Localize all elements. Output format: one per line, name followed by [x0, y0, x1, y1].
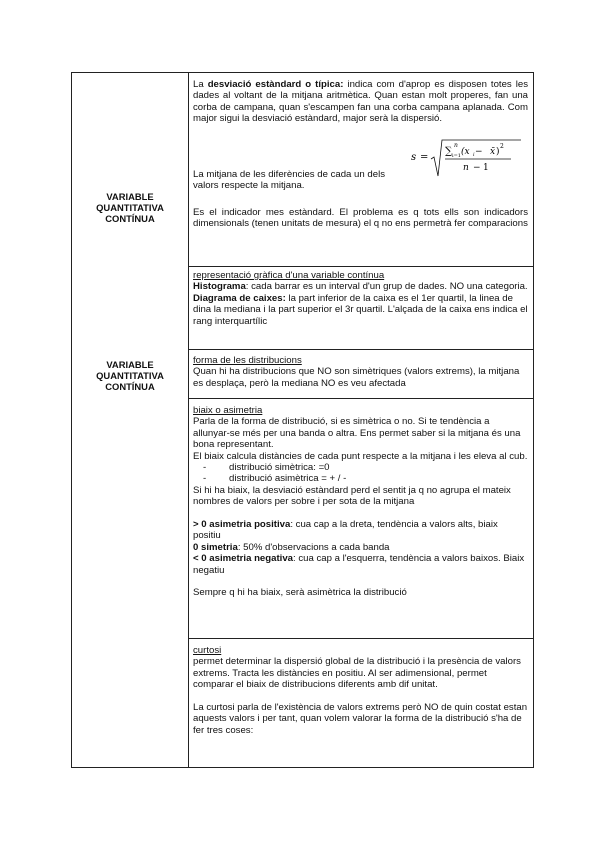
skew-zero-term: 0 simetria: [193, 541, 238, 553]
boxplot-term: Diagrama de caixes:: [193, 292, 286, 304]
std-dev-formula: [411, 138, 521, 180]
formula-sup: n: [454, 142, 458, 149]
formula-term: (x: [461, 147, 470, 157]
histogram-desc: : cada barrar es un interval d'un grup de dades. NO una categoria.: [245, 281, 528, 293]
formula-den-n: n: [463, 163, 469, 173]
formula-sub: i=1: [452, 153, 461, 159]
formula-close: ): [496, 147, 500, 157]
row-divider-1: [188, 266, 533, 267]
std-dev-intro: [193, 79, 528, 125]
row2-label-line3: CONTÍNUA: [105, 381, 155, 392]
boxplot-text: [193, 293, 528, 327]
bullet-dash-1: -: [203, 462, 207, 474]
skew-p3: Si hi ha biaix, la desviació estàndard perd el sentit ja q no agrupa el mateix nombres de valors per sobre i per sota de la mitjana: [193, 484, 511, 508]
skew-bullet-1: [193, 462, 528, 473]
skew-p2: El biaix calcula distàncies de cada punt respecte a la mitjana i les eleva al cub.: [193, 450, 528, 462]
skew-negative: [193, 553, 528, 576]
graph-title: representació gràfica d'una variable contínua: [193, 270, 385, 281]
row1-label: [72, 191, 188, 224]
formula-eq: =: [420, 152, 429, 163]
histogram-text: [193, 281, 528, 292]
row-divider-4: [188, 638, 533, 639]
row1-label-line3: CONTÍNUA: [105, 213, 155, 224]
bullet-text-1: distribució simètrica: =0: [229, 462, 330, 474]
row-divider-2: [188, 349, 533, 350]
skew-negative-term: < 0 asimetria negativa: [193, 553, 293, 565]
mean-diff-cell: [193, 169, 403, 192]
formula-sum: ∑: [445, 146, 453, 157]
std-dev-intro-rest: indica com d'aprop es disposen totes les dades al voltant de la mitjana aritmètica. Quan estan molt properes, fan una corba de campana, quan s'escampen fan una corba campana aplanada. Com major sigui la desviació estàndard, major serà la dispersió.: [193, 79, 528, 125]
indicator-cell: [193, 207, 528, 230]
skew-positive-desc: : cua cap a la dreta, tendència a valors alts, biaix positiu: [193, 519, 498, 542]
skew-p1: Parla de la forma de distribució, si es simètrica o no. Si te tendència a allunyar-se més per una banda o altra. Ens permet saber si la mitjana és una bona representant.: [193, 416, 521, 451]
formula-xbar: x̄: [490, 147, 496, 157]
skew-title: biaix o asimetria: [193, 405, 263, 416]
row1-label-line1: VARIABLE: [106, 191, 154, 202]
histogram-term: Histograma: [193, 281, 246, 293]
skew-positive: [193, 519, 528, 542]
row1-label-line2: QUANTITATIVA: [96, 202, 164, 213]
skew-positive-term: > 0 asimetria positiva: [193, 519, 291, 531]
skew-bullet-2: [193, 473, 528, 484]
formula-xi-sub: i: [473, 152, 475, 158]
mean-diff-text: La mitjana de les diferències de cada un dels valors respecte la mitjana.: [193, 169, 385, 192]
indicator-text: Es el indicador mes estàndard. El problema es q tots ells son indicadors dimensionals (tenen unitats de mesura) el q no ens permetrà fer comparacions: [193, 207, 528, 230]
std-dev-intro-pre: La: [193, 79, 208, 90]
boxplot-desc: la part inferior de la caixa es el 1er quartil, la linea de dina la mediana i la part superior el 3r quartil. L'alçada de la caixa ens indica el rang interquartílic: [193, 292, 528, 327]
forms-text: Quan hi ha distribucions que NO son simètriques (valors extrems), la mitjana es desplaça, però la mediana NO es veu afectada: [193, 366, 520, 389]
row2-label: [72, 359, 188, 392]
kurtosis-cell: [193, 645, 528, 736]
skew-cell: [193, 405, 528, 599]
forms-title: forma de les distribucions: [193, 355, 302, 366]
formula-den-minus: −: [473, 163, 481, 173]
bullet-dash-2: -: [203, 473, 207, 485]
formula-sq: 2: [500, 143, 504, 150]
formula-minus: −: [475, 147, 483, 157]
kurtosis-p1: permet determinar la dispersió global de la distribució i la presència de valors extrems. Tracta les distàncies en positiu. Al ser adimensional, permet comparar el biaix de distribucions diferents amb dif unitat.: [193, 656, 521, 691]
kurtosis-p2: La curtosi parla de l'existència de valors extrems però NO de quin costat estan aquests valors i per tant, quan volem valorar la forma de la distribució s'ha de fer tres coses:: [193, 702, 528, 736]
formula-s: s: [411, 152, 417, 163]
skew-negative-desc: : cua cap a l'esquerra, tendència a valors baixos. Biaix negatiu: [193, 553, 525, 576]
graph-cell: [193, 270, 528, 327]
skew-end: Sempre q hi ha biaix, serà asimètrica la distribució: [193, 587, 407, 599]
column-divider: [188, 73, 189, 767]
row-divider-3: [188, 398, 533, 399]
std-dev-cell: [193, 79, 528, 125]
row2-label-line2: QUANTITATIVA: [96, 370, 164, 381]
std-dev-term: desviació estàndard o típica:: [207, 79, 344, 90]
bullet-text-2: distribució asimètrica = + / -: [229, 473, 347, 485]
row2-label-line1: VARIABLE: [106, 359, 154, 370]
kurtosis-title: curtosi: [193, 645, 222, 656]
skew-zero: [193, 542, 528, 553]
skew-zero-desc: : 50% d'observacions a cada banda: [237, 541, 390, 553]
formula-den-1: 1: [483, 163, 489, 173]
forms-cell: [193, 355, 528, 389]
